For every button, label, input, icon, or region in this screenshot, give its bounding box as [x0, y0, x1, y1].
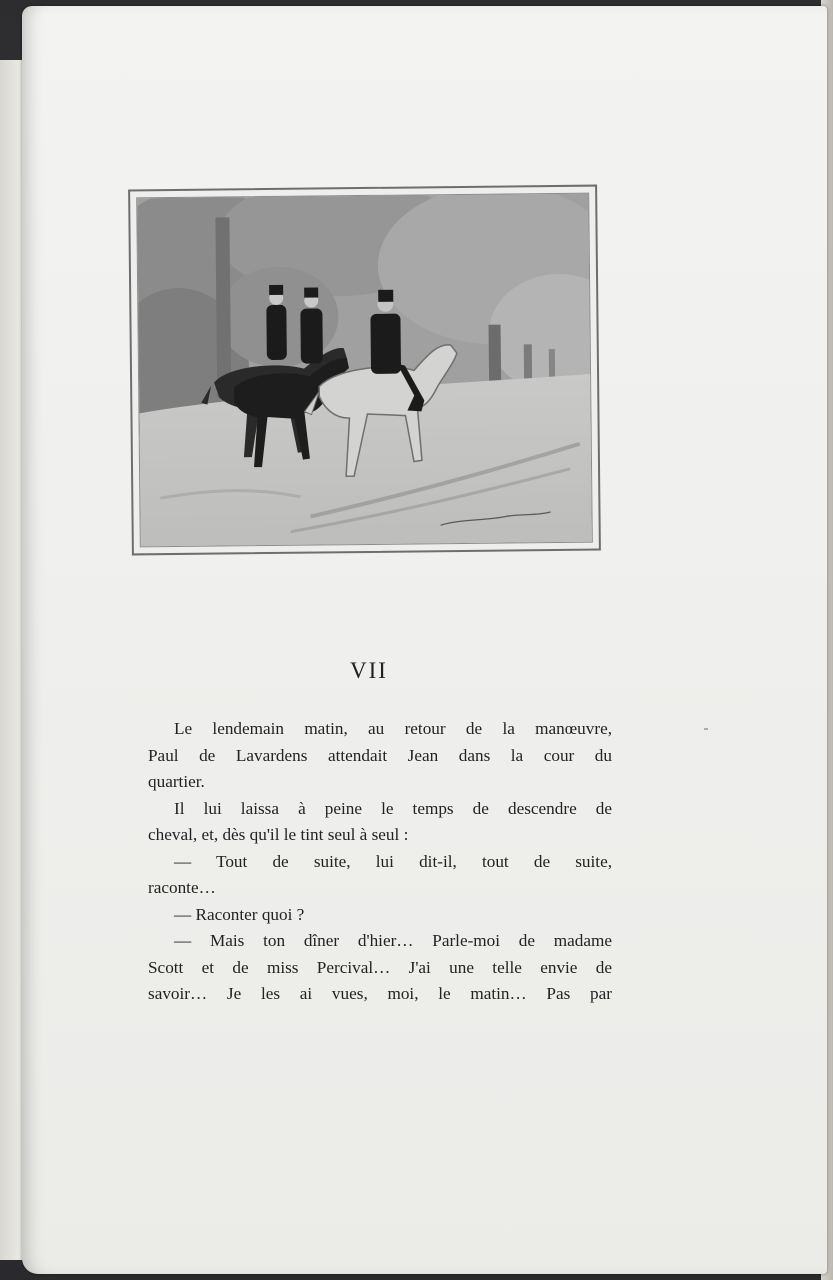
engraving-icon: [137, 194, 593, 548]
text-line: savoir… Je les ai vues, moi, le matin… Pas par: [148, 984, 612, 1003]
chapter-number: VII: [350, 658, 388, 683]
text-line: quartier.: [148, 772, 205, 791]
text-line: — Raconter quoi ?: [174, 904, 305, 924]
illustration-plate: [128, 185, 601, 556]
illustration-riders-icon: [136, 193, 593, 548]
text-line: Il lui laissa à peine le temps de descendre de: [174, 798, 612, 818]
text-line: Le lendemain matin, au retour de la manœuvre,: [174, 719, 612, 738]
text-line: — Mais ton dîner d'hier… Parle-moi de madame: [174, 931, 612, 950]
paper-mark: [704, 728, 708, 730]
text-line: Scott et de miss Percival… J'ai une telle envie de: [148, 957, 612, 977]
text-line: Paul de Lavardens attendait Jean dans la cour du: [148, 745, 612, 765]
text-line: — Tout de suite, lui dit-il, tout de suite,: [174, 851, 612, 871]
body-text: [148, 716, 612, 1008]
text-line: raconte…: [148, 878, 216, 897]
text-line: cheval, et, dès qu'il le tint seul à seul :: [148, 825, 409, 844]
